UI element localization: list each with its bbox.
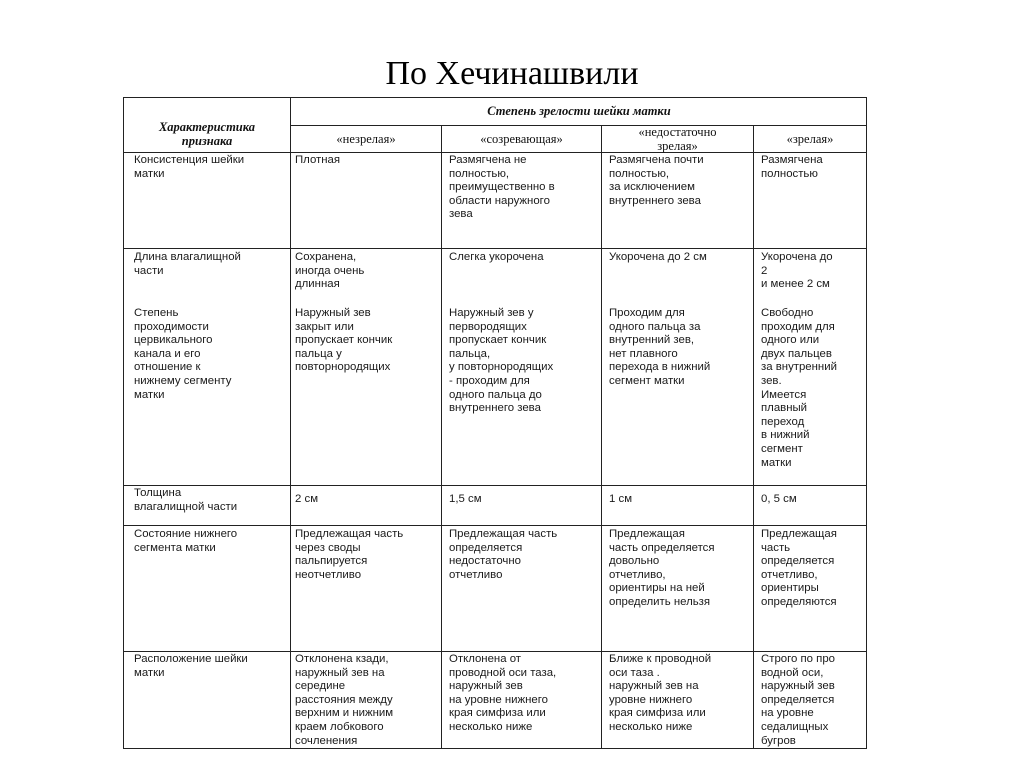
table-cell: Слегка укорочена xyxy=(449,251,544,263)
table-border-right xyxy=(866,97,867,749)
col-divider xyxy=(290,97,291,749)
row-divider xyxy=(123,651,867,652)
table-border-left xyxy=(123,97,124,749)
row-feature: Толщина влагалищной части xyxy=(134,487,238,513)
header-col: «незрелая» xyxy=(336,132,396,146)
table-cell: Размягчена полностью xyxy=(761,154,823,180)
table-cell: Размягчена почти полностью, за исключением внутреннего зева xyxy=(609,154,704,207)
table-cell: Проходим для одного пальца за внутренний зев, нет плавного перехода в нижний сегмент матки xyxy=(609,307,711,387)
row-divider xyxy=(123,485,867,486)
table-cell: Укорочена до 2 см xyxy=(609,251,707,263)
header-col: «зрелая» xyxy=(786,132,834,146)
table-cell: Отклонена от проводной оси таза, наружный зев на уровне нижнего края симфиза или несколько ниже xyxy=(449,653,557,733)
table-cell: Наружный зев у первородящих пропускает кончик пальца, у повторнородящих - проходим для одного пальца до внутреннего зева xyxy=(449,307,554,415)
table-cell: 1,5 см xyxy=(449,493,482,505)
row-feature: Консистенция шейки матки xyxy=(134,154,245,180)
table-cell: 1 см xyxy=(609,493,633,505)
header-col: «недостаточно зрелая» xyxy=(638,125,717,153)
col-divider xyxy=(753,125,754,749)
table-cell: Отклонена кзади, наружный зев на середине расстояния между верхним и нижним краем лобкового сочленения xyxy=(295,653,394,747)
table-border-top xyxy=(123,97,867,98)
table-cell: Предлежащая часть определяется недостаточно отчетливо xyxy=(449,528,558,581)
table-cell: Наружный зев закрыт или пропускает кончик пальца у повторнородящих xyxy=(295,307,393,374)
table-cell: Размягчена не полностью, преимущественно в области наружного зева xyxy=(449,154,555,221)
page-title: По Хечинашвили xyxy=(385,55,639,92)
row-feature: Расположение шейки матки xyxy=(134,653,248,679)
table-cell: 0, 5 см xyxy=(761,493,797,505)
table-cell: Сохранена, иногда очень длинная xyxy=(295,251,365,291)
table-cell: 2 см xyxy=(295,493,319,505)
row-divider xyxy=(123,152,867,153)
table-cell: Предлежащая часть определяется довольно отчетливо, ориентиры на ней определить нельзя xyxy=(609,528,715,608)
header-feature: Характеристика признака xyxy=(158,120,256,148)
col-divider xyxy=(601,125,602,749)
row-divider xyxy=(123,525,867,526)
row-feature: Степень проходимости цервикального канала и его отношение к нижнему сегменту матки xyxy=(134,307,232,401)
table-cell: Предлежащая часть определяется отчетливо, ориентиры определяются xyxy=(761,528,837,608)
table-cell: Ближе к проводной оси таза . наружный зев на уровне нижнего края симфиза или несколько ниже xyxy=(609,653,712,733)
row-feature: Состояние нижнего сегмента матки xyxy=(134,528,238,554)
header-col: «созревающая» xyxy=(480,132,563,146)
table-cell: Предлежащая часть через своды пальпируется неотчетливо xyxy=(295,528,404,581)
table-cell: Укорочена до 2 и менее 2 см xyxy=(761,251,833,291)
maturity-table xyxy=(123,97,867,749)
row-feature: Длина влагалищной части xyxy=(134,251,241,277)
header-group: Степень зрелости шейки матки xyxy=(487,104,671,118)
header-divider xyxy=(290,125,867,126)
table-cell: Плотная xyxy=(295,154,341,166)
col-divider xyxy=(441,125,442,749)
table-border-bottom xyxy=(123,748,867,749)
table-cell: Строго по про водной оси, наружный зев определяется на уровне седалищных бугров xyxy=(761,653,836,747)
row-divider xyxy=(123,248,867,249)
table-cell: Свободно проходим для одного или двух пальцев за внутренний зев. Имеется плавный переход в нижний сегмент матки xyxy=(761,307,837,469)
